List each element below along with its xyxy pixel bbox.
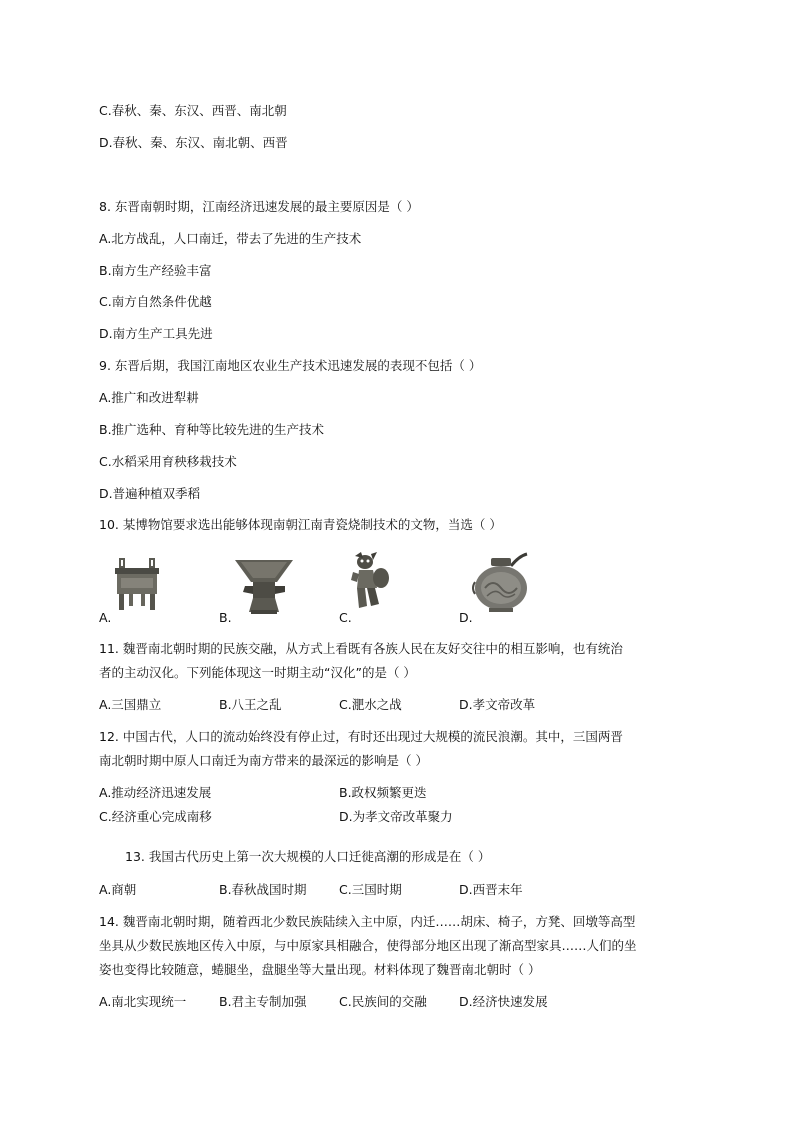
q11-stem-line2: 者的主动汉化。下列能体现这一时期主动“汉化”的是（ ） [99,665,416,680]
q13-option-b: B.春秋战国时期 [219,882,307,897]
q14-stem-line3: 姿也变得比较随意，蜷腿坐，盘腿坐等大量出现。材料体现了魏晋南北朝时（ ） [99,962,541,977]
q10-option-c [339,552,449,624]
q11-option-c: C.淝水之战 [339,697,402,712]
q8-option-a: A.北方战乱，人口南迁，带去了先进的生产技术 [99,231,362,246]
q9-stem: 9. 东晋后期，我国江南地区农业生产技术迅速发展的表现不包括（ ） [99,358,482,373]
porcelain-jar-icon [471,552,531,614]
pottery-figurine-icon [351,552,391,612]
q10-option-a [99,552,209,624]
q13-option-d: D.西晋末年 [459,882,523,897]
q7-option-d: D.春秋、秦、东汉、南北朝、西晋 [99,135,288,150]
q14-stem-line2: 坐具从少数民族地区传入中原，与中原家具相融合，使得部分地区出现了渐高型家具……人们的坐 [99,938,637,953]
q8-stem: 8. 东晋南朝时期，江南经济迅速发展的最主要原因是（ ） [99,199,419,214]
q11-option-a: A.三国鼎立 [99,697,162,712]
q9-option-d: D.普遍种植双季稻 [99,486,201,501]
q7-option-c: C.春秋、秦、东汉、西晋、南北朝 [99,103,287,118]
q11-option-d: D.孝文帝改革 [459,697,536,712]
q13-option-a: A.商朝 [99,882,137,897]
q10-option-d [459,552,569,624]
q14-option-a: A.南北实现统一 [99,994,187,1009]
q11-stem-line1: 11. 魏晋南北朝时期的民族交融，从方式上看既有各族人民在友好交往中的相互影响，也有统治 [99,641,623,656]
q14-stem-line1: 14. 魏晋南北朝时期，随着西北少数民族陆续入主中原，内迁……胡床、椅子，方凳、回墩等高型 [99,914,636,929]
q9-option-a: A.推广和改进犁耕 [99,390,199,405]
q8-option-d: D.南方生产工具先进 [99,326,213,341]
q12-stem-line2: 南北朝时期中原人口南迁为南方带来的最深远的影响是（ ） [99,753,428,768]
q8-option-b: B.南方生产经验丰富 [99,263,212,278]
q10-option-b [219,552,329,624]
q10-option-d-label: D. [459,610,473,625]
q14-option-b: B.君主专制加强 [219,994,307,1009]
q9-option-c: C.水稻采用育秧移栽技术 [99,454,237,469]
q10-option-a-label: A. [99,610,112,625]
q8-option-c: C.南方自然条件优越 [99,294,212,309]
q10-option-b-label: B. [219,610,232,625]
bronze-zun-icon [233,556,295,616]
q10-option-c-label: C. [339,610,352,625]
q12-stem-line1: 12. 中国古代，人口的流动始终没有停止过，有时还出现过大规模的流民浪潮。其中，三国两晋 [99,729,623,744]
q12-option-d: D.为孝文帝改革聚力 [339,809,453,824]
q12-option-b: B.政权频繁更迭 [339,785,427,800]
bronze-ding-icon [111,556,163,614]
q13-option-c: C.三国时期 [339,882,402,897]
q12-option-c: C.经济重心完成南移 [99,809,212,824]
q11-option-b: B.八王之乱 [219,697,282,712]
q13-stem: 13. 我国古代历史上第一次大规模的人口迁徙高潮的形成是在（ ） [125,849,491,864]
q12-option-a: A.推动经济迅速发展 [99,785,212,800]
q9-option-b: B.推广选种、育种等比较先进的生产技术 [99,422,325,437]
q14-option-d: D.经济快速发展 [459,994,548,1009]
q10-stem: 10. 某博物馆要求选出能够体现南朝江南青瓷烧制技术的文物，当选（ ） [99,517,502,532]
q14-option-c: C.民族间的交融 [339,994,427,1009]
